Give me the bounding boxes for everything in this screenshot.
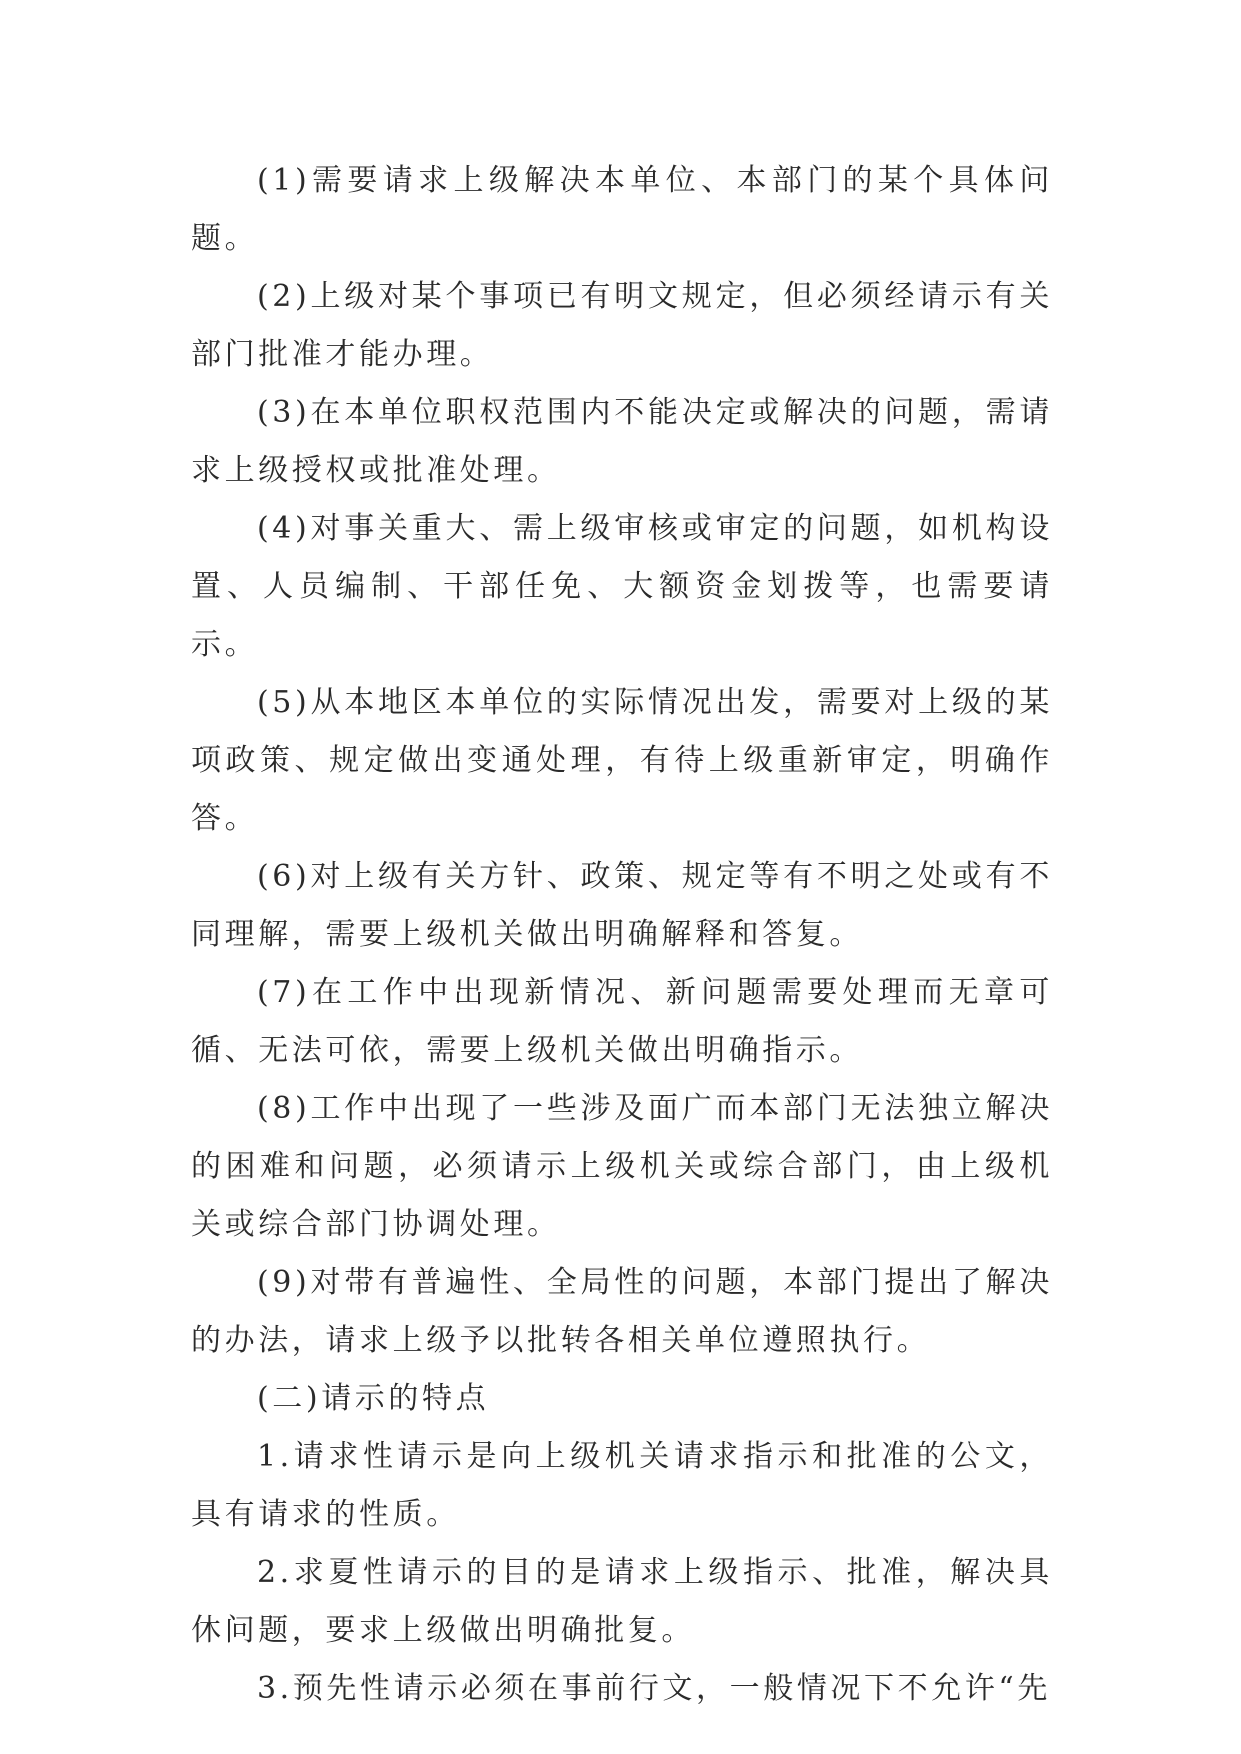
- paragraph-item-4: (4)对事关重大、需上级审核或审定的问题，如机构设置、人员编制、干部任免、大额资金划拨等，也需要请示。: [191, 511, 1053, 662]
- paragraph-item-5: (5)从本地区本单位的实际情况出发，需要对上级的某项政策、规定做出变通处理，有待上级重新审定，明确作答。: [191, 685, 1053, 836]
- paragraph-item-6: (6)对上级有关方针、政策、规定等有不明之处或有不同理解，需要上级机关做出明确解释和答复。: [191, 859, 1053, 952]
- paragraph-item-9: (9)对带有普遍性、全局性的问题，本部门提出了解决的办法，请求上级予以批转各相关单位遵照执行。: [191, 1265, 1053, 1358]
- paragraph-item-1: (1)需要请求上级解决本单位、本部门的某个具体问题。: [191, 163, 1053, 256]
- paragraph-item-7: (7)在工作中出现新情况、新问题需要处理而无章可循、无法可依，需要上级机关做出明确指示。: [191, 975, 1053, 1068]
- paragraph-item-3: (3)在本单位职权范围内不能决定或解决的问题，需请求上级授权或批准处理。: [191, 395, 1053, 488]
- section-heading: (二)请示的特点: [257, 1381, 490, 1416]
- document-body: [191, 152, 1053, 1718]
- paragraph-item-8: (8)工作中出现了一些涉及面广而本部门无法独立解决的困难和问题，必须请示上级机关或综合部门，由上级机关或综合部门协调处理。: [191, 1091, 1053, 1242]
- feature-item-1: 1.请求性请示是向上级机关请求指示和批准的公文，具有请求的性质。: [191, 1439, 1053, 1532]
- paragraph-item-2: (2)上级对某个事项已有明文规定，但必须经请示有关部门批准才能办理。: [191, 279, 1053, 372]
- feature-item-3: 3.预先性请示必须在事前行文，一般情况下不允许“先: [257, 1671, 1051, 1706]
- feature-item-2: 2.求夏性请示的目的是请求上级指示、批准，解决具休问题，要求上级做出明确批复。: [191, 1555, 1053, 1648]
